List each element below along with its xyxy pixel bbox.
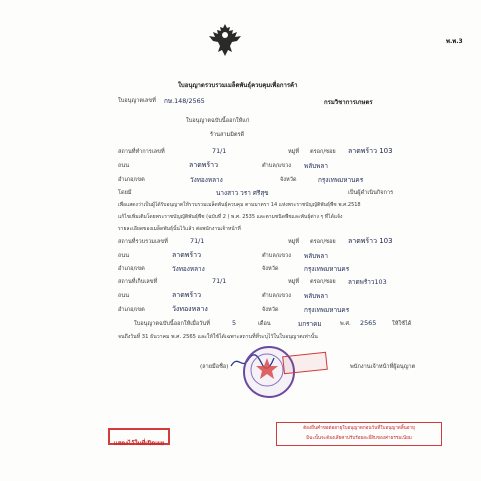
storage-province-label: จังหวัด bbox=[262, 307, 279, 313]
storage-alley-label: ตรอก/ซอย bbox=[310, 279, 336, 285]
display-publicly-stamp bbox=[108, 428, 170, 445]
collect-district-label: อำเภอ/เขต bbox=[118, 266, 145, 272]
intro-line-1: ใบอนุญาตฉบับนี้ออกให้แก่ bbox=[186, 118, 250, 124]
department-name: กรมวิชาการเกษตร bbox=[324, 99, 373, 106]
storage-road-value: ลาดพร้าว bbox=[172, 291, 202, 299]
storage-place-label: สถานที่เก็บเลขที่ bbox=[118, 279, 158, 285]
moo-label: หมู่ที่ bbox=[288, 149, 300, 155]
body-text-line-2: แก้ไขเพิ่มเติมโดยพระราชบัญญัติพันธุ์พืช (ฉบับที่ 2 ) พ.ศ. 2535 และตามชนิดพืชและพันธุ์ต่าง ๆ ที่ได้แจ้ง bbox=[118, 214, 343, 220]
approval-stamp bbox=[282, 352, 328, 375]
place-no-label: สถานที่ทำการเลขที่ bbox=[118, 149, 165, 155]
collect-district-value: วังทองหลาง bbox=[172, 265, 205, 273]
province-label: จังหวัด bbox=[280, 177, 297, 183]
officer-label: พนักงานเจ้าหน้าที่ผู้อนุญาต bbox=[350, 364, 416, 370]
storage-district-value: วังทองหลาง bbox=[172, 305, 208, 313]
issue-year: 2565 bbox=[360, 319, 377, 327]
valid-label: ให้ใช้ได้ bbox=[392, 321, 412, 327]
storage-place-no: 71/1 bbox=[212, 277, 227, 285]
storage-subdistrict-value: พลับพลา bbox=[304, 292, 328, 300]
subdistrict-value: พลับพลา bbox=[304, 162, 328, 170]
storage-alley-value: ลาดพร้าว103 bbox=[348, 278, 387, 286]
issue-year-label: พ.ศ. bbox=[340, 321, 351, 327]
storage-subdistrict-label: ตำบล/แขวง bbox=[262, 293, 291, 299]
collect-subdistrict-value: พลับพลา bbox=[304, 252, 328, 260]
form-code: พ.พ.3 bbox=[446, 38, 463, 45]
collect-road-label: ถนน bbox=[118, 253, 130, 259]
collect-province-label: จังหวัด bbox=[262, 266, 279, 272]
road-value: ลาดพร้าว bbox=[189, 161, 219, 169]
owner-name: นางสาว วรา ศรีสุข bbox=[216, 189, 269, 197]
collect-road-value: ลาดพร้าว bbox=[172, 251, 202, 259]
storage-province-value: กรุงเทพมหานคร bbox=[304, 306, 350, 314]
collect-place-no: 71/1 bbox=[190, 237, 205, 245]
province-value: กรุงเทพมหานคร bbox=[318, 176, 364, 184]
display-publicly-text: แสดงไว้ในที่เปิดเผย bbox=[113, 440, 165, 447]
license-no-label: ใบอนุญาตเลขที่ bbox=[118, 98, 156, 104]
district-label: อำเภอ/เขต bbox=[118, 177, 145, 183]
alley-label: ตรอก/ซอย bbox=[310, 149, 336, 155]
alley-value: ลาดพร้าว 103 bbox=[348, 147, 393, 155]
owner-label: โดยมี bbox=[118, 190, 132, 196]
body-text-line-1: เพื่อแสดงว่าเป็นผู้ได้รับอนุญาตให้รวบรวมเมล็ดพันธุ์ควบคุม ตามมาตรา 14 แห่งพระราชบัญญัติพันธุ์พืช พ.ศ.2518 bbox=[118, 202, 361, 208]
valid-until-line: จนถึงวันที่ 31 ธันวาคม พ.ศ. 2565 และให้ใช้ได้เฉพาะสถานที่ที่ระบุไว้ในใบอนุญาตเท่านั้น bbox=[118, 334, 318, 340]
issue-day: 5 bbox=[232, 319, 237, 327]
document-title: ใบอนุญาตรวบรวมเมล็ดพันธุ์ควบคุมเพื่อการค้า bbox=[178, 82, 298, 89]
road-label: ถนน bbox=[118, 163, 130, 169]
collect-place-label: สถานที่รวบรวมเลขที่ bbox=[118, 239, 168, 245]
storage-road-label: ถนน bbox=[118, 293, 130, 299]
storage-moo-label: หมู่ที่ bbox=[288, 279, 300, 285]
renewal-notice-line-1: ต้องยื่นคำขอต่ออายุใบอนุญาตก่อนวันที่ใบอนุญาตสิ้นอายุ bbox=[303, 426, 415, 431]
signature-label: (ลายมือชื่อ) bbox=[200, 364, 229, 370]
collect-subdistrict-label: ตำบล/แขวง bbox=[262, 253, 291, 259]
collect-alley-value: ลาดพร้าว 103 bbox=[348, 237, 393, 245]
storage-district-label: อำเภอ/เขต bbox=[118, 307, 145, 313]
body-text-line-3: รายละเอียดของเมล็ดพันธุ์นั้นไว้แล้ว ต่อพนักงานเจ้าหน้าที่ bbox=[118, 226, 241, 232]
renewal-notice-line-2: มิฉะนั้นจะต้องเสียค่าปรับร้อยละยี่สิบของค่าธรรมเนียม bbox=[306, 436, 412, 441]
collect-moo-label: หมู่ที่ bbox=[288, 239, 300, 245]
issue-date-label: ใบอนุญาตฉบับนี้ออกให้เมื่อวันที่ bbox=[134, 321, 210, 327]
owner-role: เป็นผู้ดำเนินกิจการ bbox=[348, 190, 394, 196]
collect-alley-label: ตรอก/ซอย bbox=[310, 239, 336, 245]
district-value: วังทองหลาง bbox=[190, 176, 223, 184]
place-no-value: 71/1 bbox=[212, 147, 227, 155]
issue-month-label: เดือน bbox=[258, 321, 271, 327]
license-no-value: กษ.148/2565 bbox=[164, 97, 205, 105]
shop-name: ร้านสามมิตรดี bbox=[210, 132, 245, 138]
garuda-emblem-icon bbox=[208, 22, 242, 58]
subdistrict-label: ตำบล/แขวง bbox=[262, 163, 291, 169]
renewal-notice-stamp bbox=[276, 422, 442, 446]
issue-month: มกราคม bbox=[298, 320, 322, 328]
collect-province-value: กรุงเทพมหานคร bbox=[304, 265, 350, 273]
